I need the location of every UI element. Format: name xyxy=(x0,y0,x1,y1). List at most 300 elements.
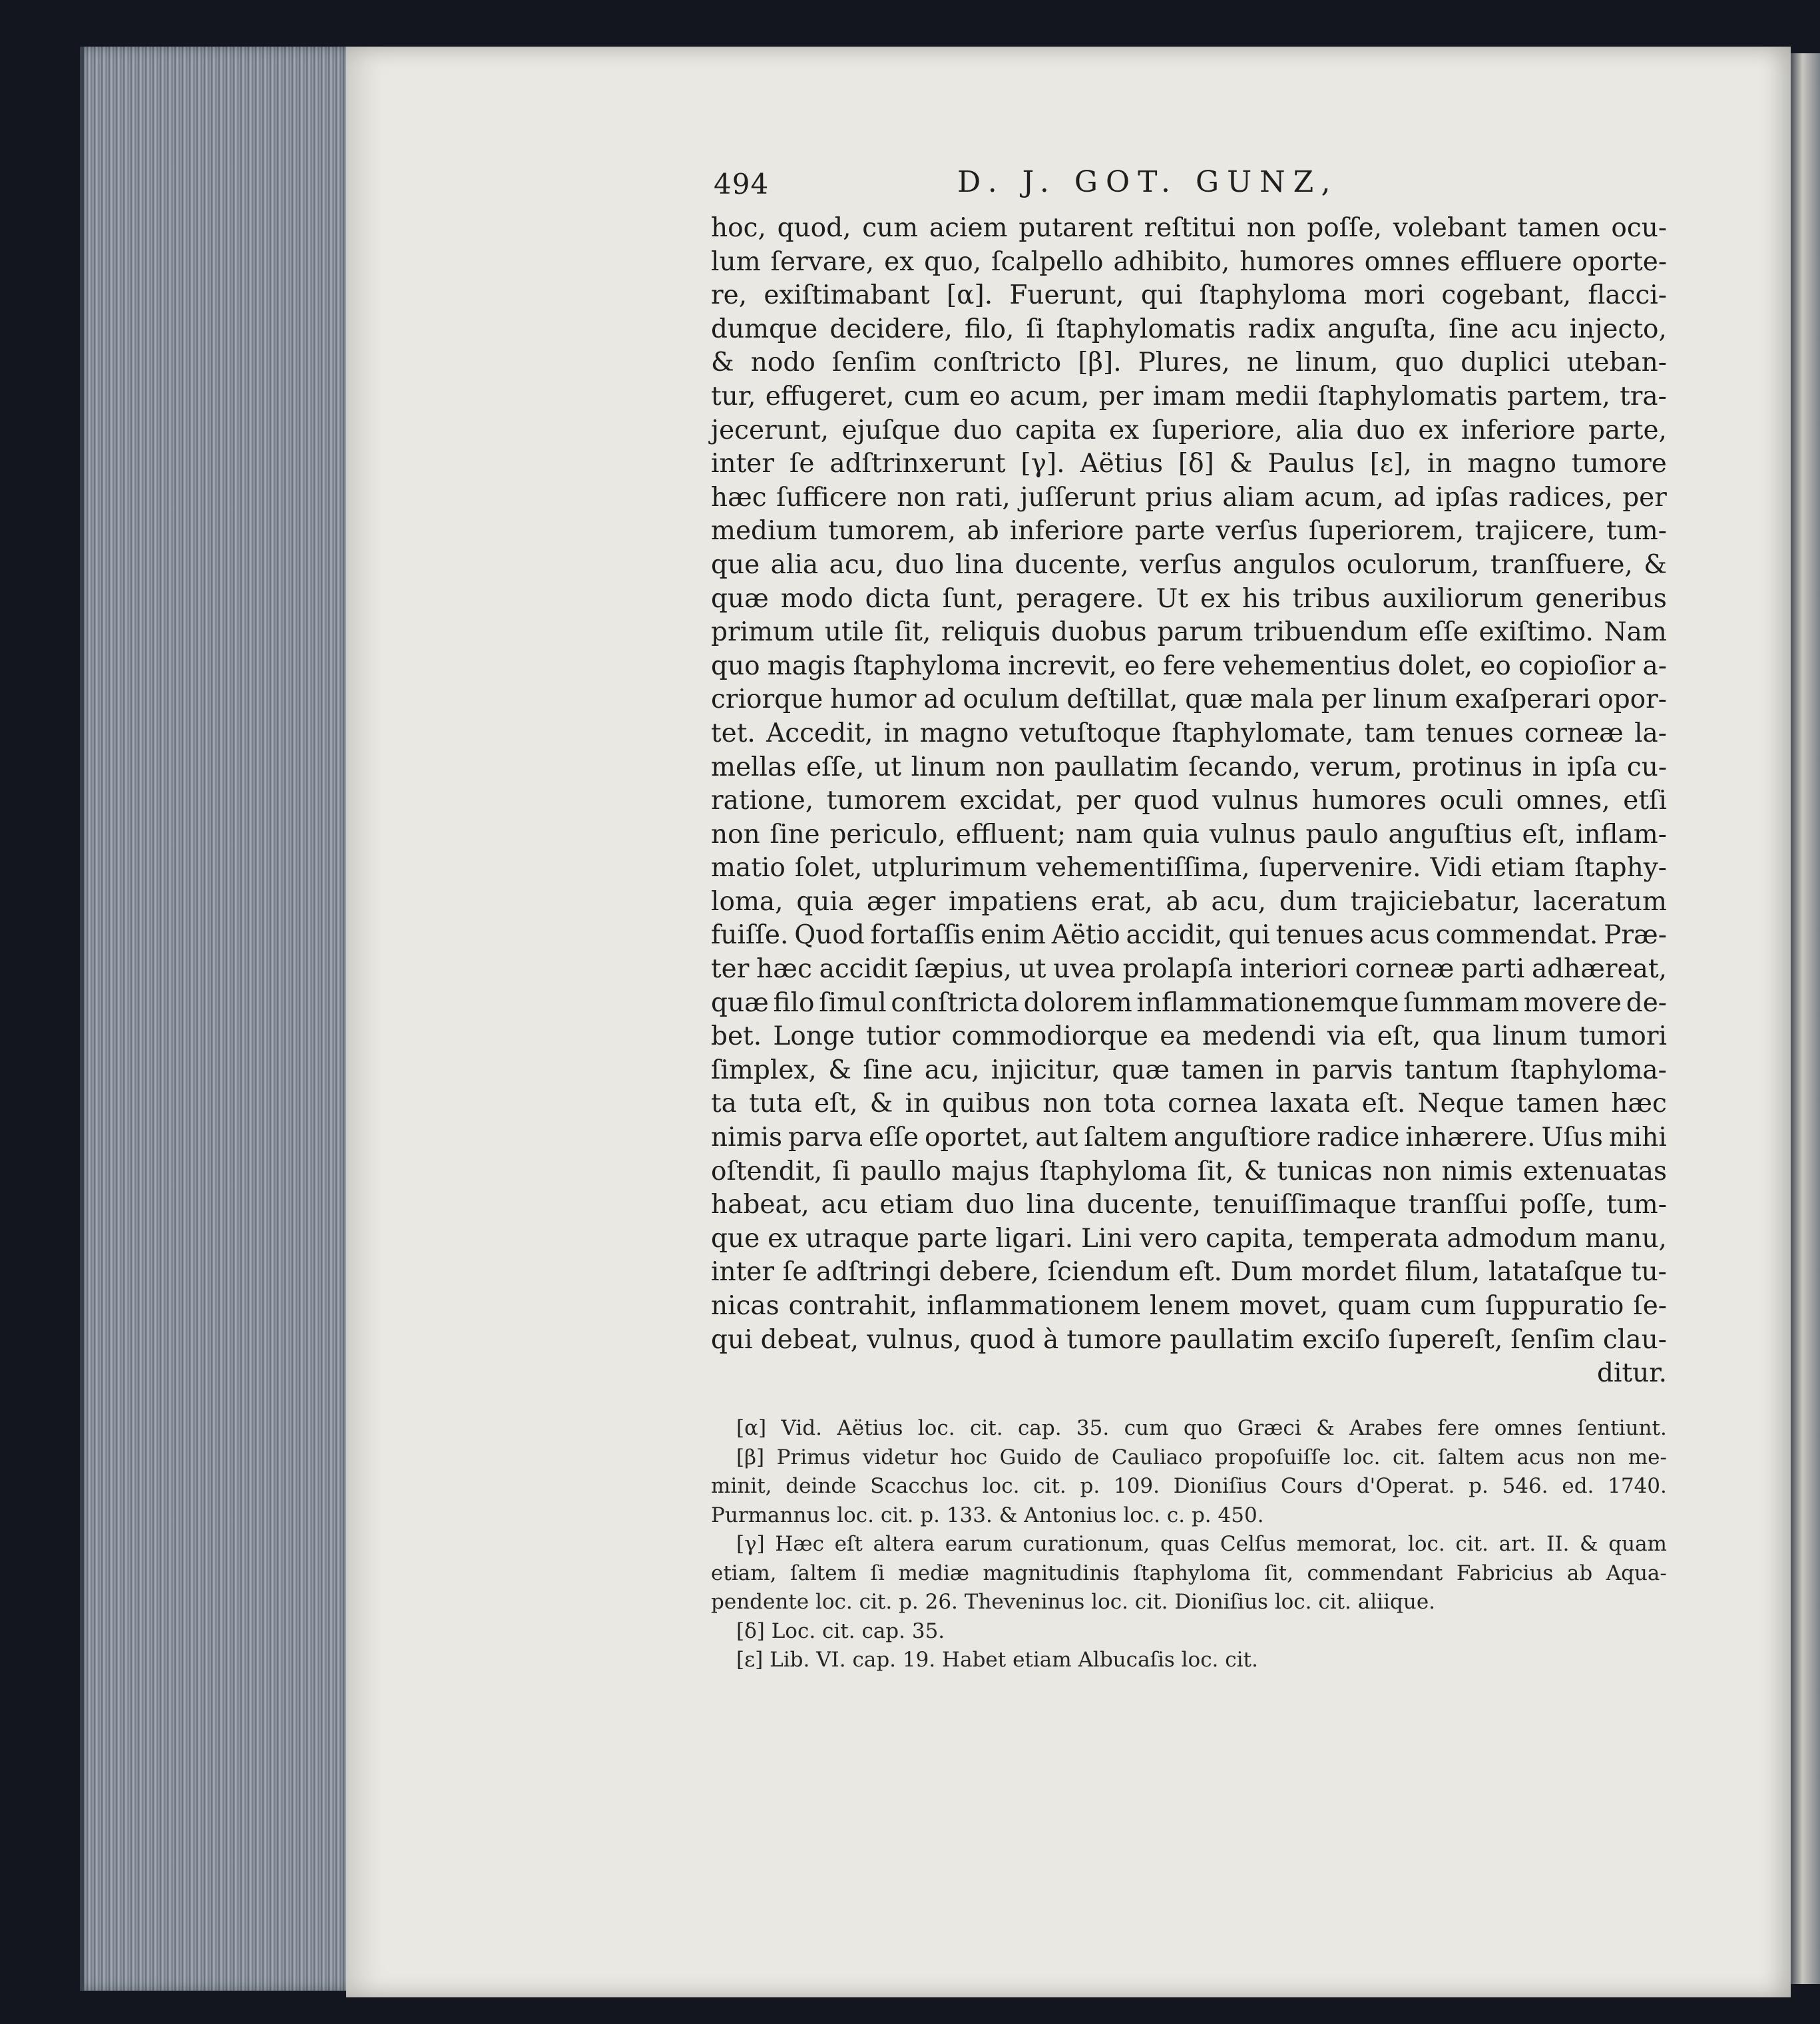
word: loc. xyxy=(917,1416,955,1440)
word: mihi xyxy=(1608,1123,1667,1153)
word: volebant xyxy=(1393,213,1506,243)
word: fortaſſis xyxy=(870,920,975,951)
word: propoſuiſſe xyxy=(1214,1445,1331,1469)
word: & xyxy=(1316,1416,1335,1440)
word: acus xyxy=(1369,920,1430,951)
word: omnes, xyxy=(1516,786,1610,816)
word: adhæreat, xyxy=(1531,954,1667,985)
word: aut xyxy=(1035,1123,1078,1153)
word: cit. xyxy=(970,1416,1003,1440)
word: quod xyxy=(1133,786,1200,816)
word: cit. xyxy=(1455,1532,1488,1556)
word: in xyxy=(883,718,909,748)
word: effluent; xyxy=(955,819,1066,850)
body-text-line xyxy=(711,1121,1667,1155)
word: ut xyxy=(874,752,901,782)
word: loma, xyxy=(711,886,784,917)
word: acum, xyxy=(1304,482,1384,513)
word: nimis xyxy=(1441,1156,1513,1186)
word: qui xyxy=(1228,920,1270,951)
word: à xyxy=(1043,1324,1059,1355)
word: alia xyxy=(1295,415,1343,445)
word: [ε], xyxy=(1369,449,1412,479)
word: fere xyxy=(1437,1416,1480,1440)
word: ad xyxy=(1393,482,1426,513)
word: eſſe xyxy=(1418,617,1469,648)
word: etiam xyxy=(879,1190,954,1220)
word: debere, xyxy=(939,1257,1039,1288)
word: tumorem xyxy=(826,786,947,816)
word: utraque xyxy=(805,1223,909,1254)
word: 35. xyxy=(1076,1416,1110,1440)
word: trajiciebatur, xyxy=(1350,886,1520,917)
word: prolapſa xyxy=(1122,954,1233,985)
body-text-line xyxy=(711,616,1667,650)
word: quæ xyxy=(711,987,769,1018)
word: æger xyxy=(866,886,936,917)
word: exaſperari xyxy=(1455,684,1591,715)
word: quia xyxy=(796,886,854,917)
word: ſtaphylomatis xyxy=(1317,381,1498,411)
word: corneæ xyxy=(1524,718,1624,748)
footnote-line xyxy=(711,1501,1667,1531)
word: tamen xyxy=(1517,213,1600,243)
word: magis xyxy=(767,650,846,681)
word: vulnus xyxy=(1212,786,1299,816)
word: que xyxy=(711,1223,760,1254)
word: quo xyxy=(711,650,760,681)
word: partem, xyxy=(1506,381,1610,411)
body-text-line xyxy=(711,650,1667,684)
word: adſtringi xyxy=(815,1257,931,1288)
word: tet. xyxy=(711,718,756,748)
word: adſtrinxerunt xyxy=(829,449,1006,479)
word: ſtaphylomate, xyxy=(1172,718,1354,748)
word: Neque xyxy=(1417,1089,1504,1119)
word: rati, xyxy=(955,482,1011,513)
word: quæ xyxy=(1185,684,1244,715)
word: hoc, xyxy=(711,213,766,243)
word: quibus xyxy=(942,1089,1030,1119)
word: jecerunt, xyxy=(711,415,829,445)
word: tamen xyxy=(1516,1089,1600,1119)
word: lina xyxy=(955,549,1005,580)
word: eſſe, xyxy=(805,752,865,782)
word: capita, xyxy=(1206,1223,1295,1254)
word: ſervare, xyxy=(770,246,875,277)
word: p. xyxy=(1080,1474,1100,1498)
word: lum xyxy=(711,246,761,277)
word: capita xyxy=(1015,415,1096,445)
word: mala xyxy=(1250,684,1314,715)
word: non xyxy=(995,752,1045,782)
word: tumore xyxy=(1066,1324,1162,1355)
word: non xyxy=(1042,1089,1092,1119)
word: magno xyxy=(919,718,1009,748)
word: movere xyxy=(1523,987,1622,1018)
word: clau- xyxy=(1603,1324,1667,1355)
word: majus xyxy=(951,1156,1030,1186)
word: ad xyxy=(923,684,956,715)
word: medii xyxy=(1235,381,1309,411)
word: qui xyxy=(711,1324,753,1355)
word: Aqua- xyxy=(1606,1561,1667,1585)
word: ſupereſt, xyxy=(1388,1324,1503,1355)
word: humor xyxy=(830,684,917,715)
word: putarent xyxy=(1019,213,1133,243)
word: non xyxy=(711,819,760,850)
word: laceratum xyxy=(1533,886,1667,917)
word: filo xyxy=(773,987,815,1018)
word: Nam xyxy=(1604,617,1667,648)
word: auxiliorum xyxy=(1382,583,1524,614)
body-text-line xyxy=(711,683,1667,717)
word: aliam xyxy=(1222,482,1295,513)
word: inflam- xyxy=(1575,819,1667,850)
word: ſi xyxy=(832,1156,851,1186)
word: nimis xyxy=(711,1123,783,1153)
word: [γ] xyxy=(736,1532,765,1556)
word: aciem xyxy=(929,213,1008,243)
word: hæc xyxy=(711,482,767,513)
word: cap. xyxy=(1018,1416,1062,1440)
word: Dioniſius xyxy=(1173,1474,1267,1498)
word: ſit, xyxy=(1197,1156,1234,1186)
word: ſit, xyxy=(1264,1561,1293,1585)
word: nicas xyxy=(711,1291,780,1321)
word: ſi xyxy=(870,1561,885,1585)
word: tenues xyxy=(1425,718,1514,748)
word: nodo xyxy=(750,348,815,378)
word: anguſtiore xyxy=(1174,1123,1311,1153)
word: dolet, xyxy=(1398,650,1473,681)
word: acu, xyxy=(829,549,885,580)
word: erat, xyxy=(1090,886,1153,917)
word: interiori xyxy=(1240,954,1348,985)
word: [α]. xyxy=(946,280,993,311)
word: in xyxy=(905,1089,931,1119)
word: earum xyxy=(945,1532,1013,1556)
footnote-line xyxy=(711,1588,1667,1617)
word: & xyxy=(828,1055,851,1085)
word: linum xyxy=(1492,1021,1568,1052)
word: ſufficere xyxy=(776,482,887,513)
word: parti xyxy=(1461,954,1525,985)
word: matio xyxy=(711,853,786,884)
word: Scacchus xyxy=(870,1474,969,1498)
word: ipſas xyxy=(1435,482,1499,513)
word: primum xyxy=(711,617,815,648)
word: eſt, xyxy=(813,1089,858,1119)
word: non xyxy=(1246,213,1296,243)
word: reſtitui xyxy=(1144,213,1236,243)
word: [γ]. xyxy=(1021,449,1065,479)
word: alia xyxy=(770,549,819,580)
word: injicitur, xyxy=(991,1055,1100,1085)
word: Vidi xyxy=(1430,853,1482,884)
word: me- xyxy=(1628,1445,1667,1469)
word: curationum, xyxy=(1023,1532,1150,1556)
word: ſine xyxy=(863,1055,913,1085)
word: movet, xyxy=(1239,1291,1329,1321)
facing-page-edge xyxy=(1791,53,1820,1984)
word: anguſta, xyxy=(1327,314,1437,344)
word: ſtaphyloma- xyxy=(1510,1055,1667,1085)
word: vetuſtoque xyxy=(1019,718,1162,748)
word: quia xyxy=(1142,819,1200,850)
word: etſi xyxy=(1623,786,1667,816)
word: ab xyxy=(967,516,999,547)
word: & xyxy=(869,1089,893,1119)
word: quo, xyxy=(924,246,982,277)
word: ſimplex, xyxy=(711,1055,817,1085)
word: ter xyxy=(711,954,750,985)
footnote-line xyxy=(711,1472,1667,1501)
word: acu xyxy=(1510,314,1558,344)
word: injecto, xyxy=(1569,314,1667,344)
word: Hæc xyxy=(775,1532,824,1556)
body-text-line xyxy=(711,346,1667,380)
body-text-line xyxy=(711,1357,1667,1391)
word: ducente, xyxy=(1015,549,1129,580)
word: humores xyxy=(1311,786,1427,816)
body-text-line xyxy=(711,279,1667,313)
word: omnes xyxy=(1364,246,1451,277)
word: & xyxy=(1579,1532,1598,1556)
word: cu- xyxy=(1626,752,1667,782)
word: ditur. xyxy=(1597,1358,1667,1389)
word: ſuppuratio xyxy=(1485,1291,1624,1321)
word: Guido xyxy=(999,1445,1062,1469)
word: ex xyxy=(768,1223,798,1254)
word: oſtendit, xyxy=(711,1156,823,1186)
word: in xyxy=(1275,1055,1301,1085)
body-text-line xyxy=(711,1290,1667,1324)
word: commendant xyxy=(1307,1561,1443,1585)
word: excidat, xyxy=(959,786,1063,816)
word: hoc xyxy=(950,1445,988,1469)
word: effluere xyxy=(1460,246,1562,277)
word: ipſa xyxy=(1567,752,1618,782)
word: ratione, xyxy=(711,786,814,816)
word: ſummam xyxy=(1403,987,1519,1018)
body-text-line xyxy=(711,1256,1667,1290)
word: ducente, xyxy=(1086,1190,1202,1220)
word: tenues xyxy=(1275,920,1364,951)
word: & xyxy=(1644,549,1667,580)
word: uteban- xyxy=(1566,348,1667,378)
word: impatiens xyxy=(948,886,1078,917)
footnote-line xyxy=(711,1530,1667,1559)
word: Græci xyxy=(1237,1416,1301,1440)
word: latataſque xyxy=(1488,1257,1623,1288)
word: ta xyxy=(711,1089,737,1119)
word: tumori xyxy=(1578,1021,1667,1052)
word: eo xyxy=(1480,650,1511,681)
word: accidit, xyxy=(1126,920,1223,951)
word: exciſo xyxy=(1302,1324,1381,1355)
word: paullo xyxy=(860,1156,942,1186)
word: tranſfuere, xyxy=(1490,549,1633,580)
word: ſtaphyloma xyxy=(1039,1156,1188,1186)
word: que xyxy=(711,549,760,580)
word: opor- xyxy=(1598,684,1667,715)
word: parva xyxy=(788,1123,863,1153)
word: vehementiſſima, xyxy=(1036,853,1250,884)
word: ſimul xyxy=(819,987,887,1018)
word: ſunt, xyxy=(942,583,1005,614)
running-head xyxy=(714,165,1413,212)
body-text-line xyxy=(711,1324,1667,1358)
word: dum xyxy=(1279,886,1337,917)
word: verum, xyxy=(1310,752,1403,782)
word: parvis xyxy=(1311,1055,1393,1085)
word: ſciendum xyxy=(1047,1257,1170,1288)
body-text-line xyxy=(711,751,1667,785)
word: parte xyxy=(917,1223,988,1254)
word: hæc xyxy=(756,954,812,985)
word: qua xyxy=(1432,1021,1481,1052)
word: filum, xyxy=(1405,1257,1480,1288)
word: hæc xyxy=(1611,1089,1667,1119)
word: etiam xyxy=(1490,853,1566,884)
word: duo xyxy=(895,549,945,580)
word: anguſtius xyxy=(1388,819,1512,850)
word: corneæ xyxy=(1355,954,1455,985)
word: II. xyxy=(1546,1532,1570,1556)
footnote-line xyxy=(711,1559,1667,1589)
word: adhibito, xyxy=(1113,246,1230,277)
word: d'Operat. xyxy=(1356,1474,1455,1498)
word: duo xyxy=(965,1190,1015,1220)
word: paullatim xyxy=(1170,1324,1295,1355)
word: Aëtius xyxy=(1080,449,1163,479)
body-text-line xyxy=(711,380,1667,414)
word: in xyxy=(1427,449,1453,479)
word: omnes xyxy=(1494,1416,1562,1440)
word: vulnus, xyxy=(867,1324,962,1355)
word: eo xyxy=(1124,650,1156,681)
word: uvea xyxy=(1053,954,1116,985)
word: quod xyxy=(969,1324,1035,1355)
word: tur, xyxy=(711,381,756,411)
word: re, xyxy=(711,280,748,311)
word: Fuerunt, xyxy=(1009,280,1124,311)
body-text-line xyxy=(711,447,1667,481)
word: ex xyxy=(1108,415,1140,445)
word: Paulus xyxy=(1267,449,1355,479)
word: ſi xyxy=(1026,314,1044,344)
word: 1740. xyxy=(1608,1474,1667,1498)
word: flacci- xyxy=(1588,280,1667,311)
body-text-line xyxy=(711,313,1667,347)
body-text-line xyxy=(711,1155,1667,1189)
word: ſine xyxy=(770,819,820,850)
word: medium xyxy=(711,516,817,547)
word: tribus xyxy=(1292,583,1371,614)
footnote-line xyxy=(711,1443,1667,1473)
word: inferiore xyxy=(1461,415,1576,445)
word: inflammationem xyxy=(927,1291,1141,1321)
word: vero xyxy=(1139,1223,1198,1254)
body-text-line xyxy=(711,1054,1667,1088)
footnote-line xyxy=(711,1414,1667,1443)
body-text-line xyxy=(711,549,1667,583)
word: Cours xyxy=(1281,1474,1343,1498)
word: a- xyxy=(1642,650,1667,681)
word: inter xyxy=(711,449,774,479)
word: Primus xyxy=(776,1445,851,1469)
word: altera xyxy=(873,1532,935,1556)
word: tum- xyxy=(1606,1190,1667,1220)
word: tenuiſſimaque xyxy=(1212,1190,1397,1220)
word: peragere. xyxy=(1016,583,1144,614)
word: [δ] xyxy=(1178,449,1214,479)
word: laxata xyxy=(1269,1089,1350,1119)
word: ſe xyxy=(789,449,815,479)
word: prius xyxy=(1145,482,1213,513)
word: ſit, xyxy=(894,617,931,648)
word: imam xyxy=(1152,381,1226,411)
word: paullatim xyxy=(1054,752,1179,782)
word: ſtaphyloma xyxy=(1133,1561,1251,1585)
word: inter xyxy=(711,1257,774,1288)
main-text-block xyxy=(711,212,1667,1391)
word: cum xyxy=(1420,1291,1477,1321)
word: manu, xyxy=(1585,1223,1667,1254)
word: Quod xyxy=(794,920,865,951)
word: mediæ xyxy=(898,1561,970,1585)
word: bet. xyxy=(711,1021,762,1052)
word: ſtaphyloma xyxy=(853,650,1001,681)
word: loc. xyxy=(1407,1532,1445,1556)
word: ex xyxy=(884,246,915,277)
word: Fabricius xyxy=(1456,1561,1554,1585)
word: Uſus xyxy=(1541,1123,1603,1153)
word: minit, xyxy=(711,1474,772,1498)
word: paulo xyxy=(1305,819,1379,850)
word: vehementius xyxy=(1223,650,1391,681)
body-text-line xyxy=(711,212,1667,246)
word: tamen xyxy=(1181,1055,1264,1085)
word: tra- xyxy=(1620,381,1667,411)
word: [α] xyxy=(736,1416,767,1440)
word: ejuſque xyxy=(841,415,941,445)
body-text-line xyxy=(711,1188,1667,1222)
word: tumorem, xyxy=(827,516,957,547)
word: tumore xyxy=(1571,449,1667,479)
word: poſſe, xyxy=(1307,213,1383,243)
word: ſaltem xyxy=(1084,1123,1168,1153)
word: pendente loc. cit. p. 26. Theveninus loc. cit. Dioniſius loc. cit. aliique. xyxy=(711,1590,1436,1614)
word: ligari. xyxy=(995,1223,1074,1254)
word: Accedit, xyxy=(766,718,873,748)
footnotes-block xyxy=(711,1414,1667,1675)
word: his xyxy=(1242,583,1281,614)
word: quo xyxy=(1395,348,1445,378)
word: inhærere. xyxy=(1405,1123,1536,1153)
word: radices, xyxy=(1508,482,1613,513)
word: Purmannus loc. cit. p. 133. & Antonius loc. c. p. 450. xyxy=(711,1503,1264,1527)
body-text-line xyxy=(711,1020,1667,1054)
word: ocu- xyxy=(1611,213,1667,243)
body-text-line xyxy=(711,583,1667,617)
word: Præ- xyxy=(1604,920,1667,951)
body-text-line xyxy=(711,481,1667,515)
word: quam xyxy=(1337,1291,1411,1321)
word: parum xyxy=(1157,617,1244,648)
body-text-line xyxy=(711,919,1667,953)
